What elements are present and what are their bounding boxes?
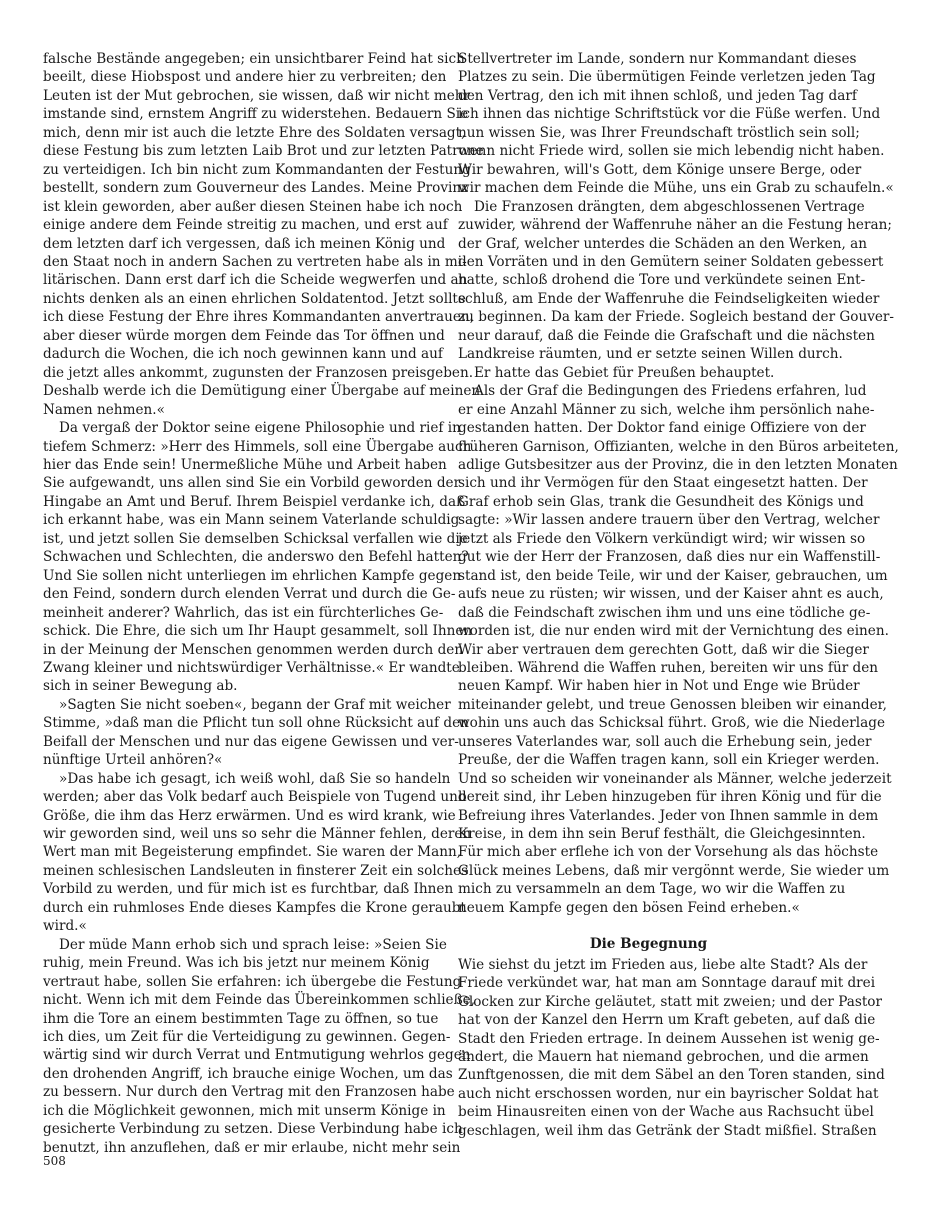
section-heading: Die Begegnung	[589, 936, 708, 953]
text-line: dadurch die Wochen, die ich noch gewinnen kann und auf	[43, 346, 443, 363]
text-line: hatte, schloß drohend die Tore und verkündete seinen Ent-	[458, 272, 866, 289]
text-line: Beifall der Menschen und nur das eigene Gewissen und ver-	[43, 733, 459, 750]
text-line: Die Franzosen drängten, dem abgeschlossenen Vertrage	[474, 198, 865, 215]
text-line: Größe, die ihm das Herz erwärmen. Und es wird krank, wie	[43, 807, 456, 824]
text-line: Friede verkündet war, hat man am Sonntage darauf mit drei	[458, 975, 876, 992]
text-line: ruhig, mein Freund. Was ich bis jetzt nur meinem König	[43, 955, 430, 972]
text-line: worden ist, die nur enden wird mit der Vernichtung des einen.	[458, 623, 889, 640]
text-line: durch ein ruhmloses Ende dieses Kampfes die Krone geraubt	[43, 899, 466, 916]
text-line: gestanden hatten. Der Doktor fand einige Offiziere von der	[458, 420, 866, 437]
text-line: beim Hinausreiten einen von der Wache aus Rachsucht übel	[458, 1104, 874, 1121]
text-line: sich und ihr Vermögen für den Staat eingesetzt hatten. Der	[458, 475, 868, 492]
text-line: neuen Kampf. Wir haben hier in Not und Enge wie Brüder	[458, 678, 860, 695]
text-line: Zunftgenossen, die mit dem Säbel an den Toren standen, sind	[458, 1067, 885, 1084]
text-line: bleiben. Während die Waffen ruhen, bereiten wir uns für den	[458, 659, 879, 676]
text-line: ändert, die Mauern hat niemand gebrochen, und die armen	[458, 1049, 869, 1066]
text-line: zuwider, während der Waffenruhe näher an die Festung heran;	[458, 217, 892, 234]
text-line: bereit sind, ihr Leben hinzugeben für ihren König und für die	[458, 789, 882, 806]
text-line: Platzes zu sein. Die übermütigen Feinde verletzen jeden Tag	[458, 69, 876, 86]
text-line: beeilt, diese Hiobspost und andere hier zu verbreiten; den	[43, 69, 447, 86]
text-line: den Feind, sondern durch elenden Verrat und durch die Ge-	[43, 586, 456, 603]
text-line: Deshalb werde ich die Demütigung einer Übergabe auf meinen	[43, 383, 481, 400]
text-line: sagte: »Wir lassen andere trauern über den Vertrag, welcher	[458, 512, 880, 529]
text-line: wenn nicht Friede wird, sollen sie mich lebendig nicht haben.	[458, 143, 885, 160]
left-column	[43, 50, 484, 1157]
text-line: nicht. Wenn ich mit dem Feinde das Übereinkommen schließe,	[43, 992, 476, 1009]
text-line: Da vergaß der Doktor seine eigene Philosophie und rief in	[59, 420, 461, 437]
text-line: Vorbild zu werden, und für mich ist es furchtbar, daß Ihnen	[43, 881, 454, 898]
text-line: nünftige Urteil anhören?«	[43, 752, 223, 769]
text-line: gesicherte Verbindung zu setzen. Diese Verbindung habe ich	[43, 1121, 463, 1138]
text-line: Leuten ist der Mut gebrochen, sie wissen, daß wir nicht mehr	[43, 87, 471, 104]
text-line: stand ist, den beide Teile, wir und der Kaiser, gebrauchen, um	[458, 567, 888, 584]
text-line: zu bessern. Nur durch den Vertrag mit den Franzosen habe	[43, 1084, 455, 1101]
text-line: daß die Feindschaft zwischen ihm und uns eine tödliche ge-	[458, 604, 871, 621]
text-line: wohin uns auch das Schicksal führt. Groß, wie die Niederlage	[458, 715, 885, 732]
text-line: dem letzten darf ich vergessen, daß ich meinen König und	[43, 235, 446, 252]
right-column-text-part2	[458, 956, 885, 1141]
text-line: Befreiung ihres Vaterlandes. Jeder von Ihnen sammle in dem	[458, 807, 879, 824]
text-line: zu verteidigen. Ich bin nicht zum Kommandanten der Festung	[43, 161, 471, 178]
text-line: Schwachen und Schlechten, die anderswo den Befehl hatten?	[43, 549, 469, 566]
text-line: unseres Vaterlandes war, soll auch die Erhebung sein, jeder	[458, 733, 872, 750]
text-line: er eine Anzahl Männer zu sich, welche ihm persönlich nahe-	[458, 401, 875, 418]
text-line: Wert man mit Begeisterung empfindet. Sie waren der Mann,	[43, 844, 462, 861]
text-line: Sie aufgewandt, uns allen sind Sie ein Vorbild geworden der	[43, 475, 461, 492]
text-line: auch nicht erschossen worden, nur ein bayrischer Soldat hat	[458, 1085, 879, 1102]
text-line: Und so scheiden wir voneinander als Männer, welche jederzeit	[458, 770, 892, 787]
text-line: Zwang kleiner und nichtswürdiger Verhältnisse.« Er wandte	[43, 659, 460, 676]
text-line: vertraut habe, sollen Sie erfahren: ich übergebe die Festung	[43, 973, 462, 990]
text-line: in der Meinung der Menschen genommen werden durch den	[43, 641, 464, 658]
text-line: mich, denn mir ist auch die letzte Ehre des Soldaten versagt,	[43, 124, 466, 141]
text-line: schluß, am Ende der Waffenruhe die Feindseligkeiten wieder	[458, 290, 880, 307]
text-line: den Vorräten und in den Gemütern seiner Soldaten gebessert	[458, 253, 884, 270]
text-line: Graf erhob sein Glas, trank die Gesundheit des Königs und	[458, 493, 864, 510]
right-column-text-part1	[458, 50, 899, 917]
text-line: Stellvertreter im Lande, sondern nur Kommandant dieses	[458, 51, 857, 67]
text-line: Namen nehmen.«	[43, 401, 165, 418]
text-line: hier das Ende sein! Unermeßliche Mühe und Arbeit haben	[43, 456, 447, 473]
text-line: Stadt den Frieden ertrage. In deinem Aussehen ist wenig ge-	[458, 1030, 880, 1047]
text-line: Der müde Mann erhob sich und sprach leise: »Seien Sie	[59, 936, 447, 953]
text-line: früheren Garnison, Offizianten, welche in den Büros arbeiteten,	[458, 438, 899, 455]
text-line: Glocken zur Kirche geläutet, statt mit zweien; und der Pastor	[458, 993, 882, 1010]
text-line: meinen schlesischen Landsleuten in finsterer Zeit ein solches	[43, 862, 469, 879]
text-line: ich dies, um Zeit für die Verteidigung zu gewinnen. Gegen-	[43, 1029, 451, 1046]
text-line: aufs neue zu rüsten; wir wissen, und der Kaiser ahnt es auch,	[458, 586, 884, 603]
text-line: Für mich aber erflehe ich von der Vorsehung als das höchste	[458, 844, 879, 861]
text-line: diese Festung bis zum letzten Laib Brot und zur letzten Patrone	[43, 143, 484, 160]
text-line: sich in seiner Bewegung ab.	[43, 678, 238, 695]
text-line: wärtig sind wir durch Verrat und Entmutigung wehrlos gegen	[43, 1047, 471, 1064]
text-line: bestellt, sondern zum Gouverneur des Landes. Meine Provinz	[43, 180, 469, 197]
text-line: Er hatte das Gebiet für Preußen behauptet.	[474, 364, 775, 381]
text-line: ich ihnen das nichtige Schriftstück vor die Füße werfen. Und	[458, 106, 881, 123]
text-line: ich diese Festung der Ehre ihres Kommandanten anvertrauen,	[43, 309, 475, 326]
text-line: den Staat noch in andern Sachen zu vertreten habe als in mi-	[43, 253, 467, 270]
page-number: 508	[43, 1154, 66, 1168]
text-line: ich erkannt habe, was ein Mann seinem Vaterlande schuldig	[43, 512, 460, 529]
text-line: Preuße, der die Waffen tragen kann, soll ein Krieger werden.	[458, 752, 880, 769]
text-line: tiefem Schmerz: »Herr des Himmels, soll eine Übergabe auch	[43, 438, 472, 455]
text-line: wird.«	[43, 918, 87, 935]
text-line: nichts denken als an einen ehrlichen Soldatentod. Jetzt sollte	[43, 290, 466, 307]
text-line: litärischen. Dann erst darf ich die Scheide wegwerfen und an	[43, 272, 468, 289]
text-line: neur darauf, daß die Feinde die Grafschaft und die nächsten	[458, 327, 875, 344]
text-line: jetzt als Friede den Völkern verkündigt wird; wir wissen so	[458, 530, 866, 547]
text-line: imstande sind, ernstem Angriff zu widerstehen. Bedauern Sie	[43, 106, 469, 123]
text-line: Wie siehst du jetzt im Frieden aus, liebe alte Stadt? Als der	[458, 956, 868, 973]
text-line: geschlagen, weil ihm das Getränk der Stadt mißfiel. Straßen	[458, 1122, 877, 1139]
text-line: hat von der Kanzel den Herrn um Kraft gebeten, auf daß die	[458, 1012, 876, 1029]
text-line: meinheit anderer? Wahrlich, das ist ein fürchterliches Ge-	[43, 604, 444, 621]
text-line: gut wie der Herr der Franzosen, daß dies nur ein Waffenstill-	[458, 549, 881, 566]
text-line: Glück meines Lebens, daß mir vergönnt werde, Sie wieder um	[458, 862, 890, 879]
text-line: werden; aber das Volk bedarf auch Beispiele von Tugend und	[43, 789, 467, 806]
text-line: mich zu versammeln an dem Tage, wo wir die Waffen zu	[458, 881, 846, 898]
text-line: ich die Möglichkeit gewonnen, mich mit unserm Könige in	[43, 1102, 446, 1119]
text-line: Kreise, in dem ihn sein Beruf festhält, die Gleichgesinnten.	[458, 826, 866, 843]
text-line: Hingabe an Amt und Beruf. Ihrem Beispiel verdanke ich, daß	[43, 493, 466, 510]
text-line: adlige Gutsbesitzer aus der Provinz, die in den letzten Monaten	[458, 456, 898, 473]
text-line: Und Sie sollen nicht unterliegen im ehrlichen Kampfe gegen	[43, 567, 462, 584]
text-line: Wir bewahren, will's Gott, dem Könige unsere Berge, oder	[458, 161, 862, 178]
text-line: aber dieser würde morgen dem Feinde das Tor öffnen und	[43, 327, 445, 344]
text-line: nun wissen Sie, was Ihrer Freundschaft tröstlich sein soll;	[458, 124, 860, 141]
text-line: zu beginnen. Da kam der Friede. Sogleich bestand der Gouver-	[458, 309, 895, 326]
right-column	[458, 50, 899, 1140]
text-line: Als der Graf die Bedingungen des Friedens erfahren, lud	[474, 383, 867, 400]
text-line: die jetzt alles ankommt, zugunsten der Franzosen preisgeben.	[43, 364, 474, 381]
text-line: den drohenden Angriff, ich brauche einige Wochen, um das	[43, 1065, 453, 1082]
text-line: neuem Kampfe gegen den bösen Feind erheben.«	[458, 899, 800, 916]
text-line: der Graf, welcher unterdes die Schäden an den Werken, an	[458, 235, 868, 252]
text-line: wir machen dem Feinde die Mühe, uns ein Grab zu schaufeln.«	[458, 180, 894, 197]
text-line: benutzt, ihn anzuflehen, daß er mir erlaube, nicht mehr sein	[43, 1139, 461, 1156]
text-line: Wir aber vertrauen dem gerechten Gott, daß wir die Sieger	[458, 641, 869, 658]
text-line: ist klein geworden, aber außer diesen Steinen habe ich noch	[43, 198, 463, 215]
text-line: »Das habe ich gesagt, ich weiß wohl, daß Sie so handeln	[59, 770, 451, 787]
text-line: einige andere dem Feinde streitig zu machen, und erst auf	[43, 217, 448, 234]
text-line: Landkreise räumten, und er setzte seinen Willen durch.	[458, 346, 843, 363]
text-line: schick. Die Ehre, die sich um Ihr Haupt gesammelt, soll Ihnen	[43, 623, 473, 640]
text-line: ihm die Tore an einem bestimmten Tage zu öffnen, so tue	[43, 1010, 439, 1027]
text-line: »Sagten Sie nicht soeben«, begann der Graf mit weicher	[59, 696, 451, 713]
text-line: miteinander gelebt, und treue Genossen bleiben wir einander,	[458, 696, 887, 713]
text-line: falsche Bestände angegeben; ein unsichtbarer Feind hat sich	[43, 51, 465, 67]
text-line: wir geworden sind, weil uns so sehr die Männer fehlen, deren	[43, 826, 472, 843]
text-line: ist, und jetzt sollen Sie demselben Schicksal verfallen wie die	[43, 530, 468, 547]
text-line: Stimme, »daß man die Pflicht tun soll ohne Rücksicht auf den	[43, 715, 469, 732]
text-line: den Vertrag, den ich mit ihnen schloß, und jeden Tag darf	[458, 87, 857, 104]
